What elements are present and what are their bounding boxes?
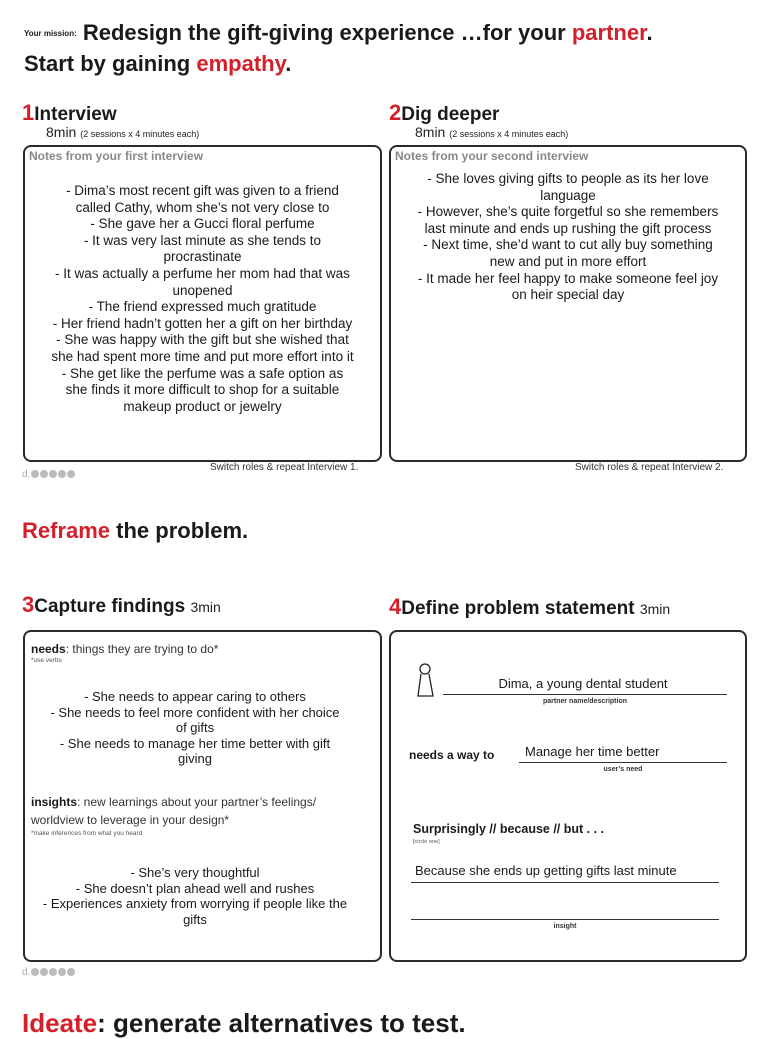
mission-label: Your mission: [24,29,77,39]
needs-notes[interactable]: - She needs to appear caring to others - She needs to feel more confident with her choice of gifts - She needs to manage her time better with gift giving [50,689,340,767]
needs-heading: needs: things they are trying to do* [31,642,219,656]
surprisingly-because-but[interactable]: Surprisingly // because // but . . . [413,822,605,836]
insights-heading: insights: new learnings about your partner’s feelings/ worldview to leverage in your design* [31,795,317,827]
partner-caption: partner name/description [542,698,628,705]
person-sketch-icon [415,662,437,702]
step2-title: 2Dig deeper [389,100,500,125]
first-interview-box[interactable] [23,145,382,462]
second-interview-notes[interactable]: - She loves giving gifts to people as its her love language - However, she’s quite forgetful so she remembers last minute and ends up rushing the gift process - Next time, she’d want to cut ally buy something new and put in more effort - It made her feel happy to make someone feel joy on heir special day [417,171,719,303]
insight-value[interactable]: Because she ends up getting gifts last minute [415,863,677,878]
insight-line-1 [411,882,719,883]
ideate-heading: Ideate: generate alternatives to test. [22,1008,466,1038]
problem-statement-box[interactable] [389,630,747,962]
insights-note: *make inferences from what you heard [31,830,143,837]
need-value[interactable]: Manage her time better [525,744,660,759]
step3-title: 3Capture findings 3min [22,592,221,617]
switch-roles-1: Switch roles & repeat Interview 1. [210,462,359,473]
needs-note: *use verbs [31,657,62,664]
mission-heading: Your mission: Redesign the gift-giving experience …for your partner. Start by gaining empathy. [24,20,653,77]
step1-title: 1Interview [22,100,117,125]
box-label: Notes from your second interview [395,149,589,163]
reframe-heading: Reframe the problem. [22,518,249,543]
box-label: Notes from your first interview [29,149,204,163]
insight-caption: insight [553,923,577,930]
step2-time: 8min (2 sessions x 4 minutes each) [415,124,569,140]
step1-time: 8min (2 sessions x 4 minutes each) [46,124,200,140]
partner-description-value[interactable]: Dima, a young dental student [498,676,668,691]
insights-notes[interactable]: - She’s very thoughtful - She doesn’t plan ahead well and rushes - Experiences anxiety from worrying if people like the gifts [42,865,348,927]
step4-title: 4Define problem statement 3min [389,594,671,619]
need-caption: user’s need [603,766,643,773]
dschool-logo: d. [22,967,75,978]
circle-one-note: [circle one] [413,839,440,845]
switch-roles-2: Switch roles & repeat Interview 2. [575,462,724,473]
capture-findings-box[interactable] [23,630,382,962]
need-line [519,762,727,763]
second-interview-box[interactable] [389,145,747,462]
partner-line [443,694,727,695]
dschool-logo: d. [22,469,75,480]
needs-a-way-label: needs a way to [409,748,495,762]
first-interview-notes[interactable]: - Dima’s most recent gift was given to a friend called Cathy, whom she’s not very close to - She gave her a Gucci floral perfume - It was very last minute as she tends to procrastinate - It was actually a perfume her mom had that was unopened - The friend expressed much gratitude - Her friend hadn’t gotten her a gift on her birthday - She was happy with the gift but she wished that she had spent more time and put more effort into it - She get like the perfume was a safe option as she finds it more difficult to shop for a suitable makeup product or jewelry [51,183,354,414]
insight-line-2 [411,919,719,920]
